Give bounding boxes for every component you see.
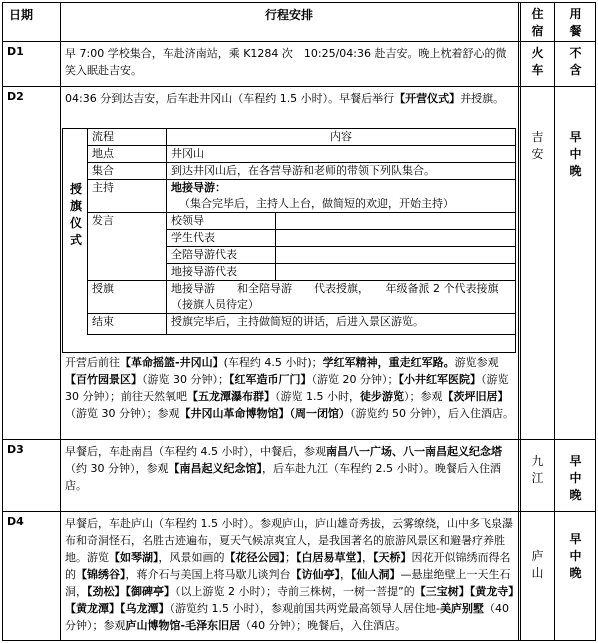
speaker: 学生代表 <box>167 230 276 247</box>
ceremony-content: 地接导游 和全陪导游 代表授旗， 年级备派 2 个代表接旗（接旗人员待定） <box>167 281 516 314</box>
ceremony-row <box>88 180 516 213</box>
ceremony-step: 地点 <box>88 146 167 163</box>
d2-text-run: 【百竹园景区】 <box>65 373 142 386</box>
d4-text-run: 【三宝树】【黄龙寺】【黄龙潭】【乌龙潭】 <box>65 585 514 615</box>
row-divider <box>3 86 595 87</box>
d3-meals: 早 中 晚 <box>569 454 582 502</box>
col-divider <box>518 3 521 640</box>
d4-text-run: 【天桥】 <box>373 551 412 564</box>
d4-text-run: 【劲松】【御碑亭】 <box>87 585 175 598</box>
ceremony-row <box>88 281 516 314</box>
speaker-blank <box>276 213 516 230</box>
ceremony-content: 井冈山 <box>167 146 516 163</box>
ceremony-head-row <box>88 129 516 146</box>
d4-text-run: 因花开似锦绣而得名的 <box>65 551 511 581</box>
row-divider <box>3 439 595 440</box>
host-note: （集合完毕后，主持人上台，做简短的欢迎，开始主持） <box>179 197 454 210</box>
row-divider <box>3 41 595 42</box>
ceremony-content: 到达井冈山后，在各营导游和老师的带领下列队集合。 <box>167 163 516 180</box>
ceremony-row <box>88 146 516 163</box>
d4-text-run: 庐山博物馆-毛泽东旧居 <box>125 619 241 632</box>
d1-stay: 火 车 <box>531 46 544 77</box>
d4-text-run: 【白居易草堂】 <box>296 551 362 564</box>
speaker: 地接导游代表 <box>167 264 276 281</box>
d1-itinerary: 早 7:00 学校集合，车赴济南站，乘 K1284 次 10:25/04:36 赴吉安。晚上枕着舒心的微笑入眠赴吉安。 <box>65 47 507 77</box>
d2-intro-event: 【开营仪式】 <box>394 92 461 105</box>
d1-meals: 不 含 <box>569 46 582 77</box>
d3-text-run: （约 30 分钟），参观 <box>65 462 169 475</box>
d2-intro <box>65 90 515 107</box>
header-date: 日期 <box>9 8 34 22</box>
d2-text-run: （游览 30 分钟）；参观 <box>65 407 180 420</box>
row-divider <box>3 511 595 512</box>
d2-text-run: （游览 30 分钟）； <box>142 373 229 386</box>
day-label-d3: D3 <box>7 443 24 456</box>
d2-meals: 早 中 晚 <box>569 130 582 178</box>
ceremony-step: 主持 <box>88 180 167 213</box>
d2-text-run: 【红军造币厂门】 <box>229 373 312 386</box>
d4-text-run: （40 分钟）；晚餐后，入住酒店。 <box>240 619 407 632</box>
d4-text-run: （40 分钟）；参观 <box>65 602 509 632</box>
col-divider <box>60 3 61 640</box>
d4-text-run: ， <box>362 551 373 564</box>
d2-text-run: （游览 20 分钟）； <box>311 373 399 386</box>
d2-text-run: 游览参观 <box>454 356 499 369</box>
itinerary-table <box>2 2 596 641</box>
d2-text-run: 学红军精神，重走红军路。 <box>322 356 455 369</box>
d2-text-run: （游览 1.5 小时， <box>275 390 360 403</box>
host-title: 地接导游： <box>171 181 226 194</box>
ceremony-step: 结束 <box>88 314 167 335</box>
ceremony-head-step: 流程 <box>88 129 167 146</box>
d4-text-run: ，蒋介石与美国上将马歇儿谈判台 <box>125 568 291 581</box>
col-divider <box>554 3 555 640</box>
d2-text-run: 徒步游览 <box>360 390 404 403</box>
header-itinerary: 行程安排 <box>264 8 313 22</box>
speaker: 校领导 <box>167 213 276 230</box>
d4-itinerary <box>65 515 515 634</box>
d4-text-run: 【仙人洞】 <box>351 568 401 581</box>
d4-meals: 早 中 晚 <box>569 532 582 580</box>
d3-text-run: 南昌八一广场、八一南昌起义纪念塔 <box>326 445 502 458</box>
ceremony-row <box>88 314 516 335</box>
d2-intro-tail: 并授旗。 <box>460 92 505 105</box>
ceremony-step: 集合 <box>88 163 167 180</box>
speaker: 全陪导游代表 <box>167 247 276 264</box>
ceremony-content <box>167 180 516 213</box>
d4-text-run: 美庐别墅 <box>439 602 484 615</box>
d4-stay: 庐 山 <box>531 549 544 580</box>
day-label-d1: D1 <box>7 45 24 58</box>
d4-text-run: 【访仙亭】 <box>290 568 340 581</box>
d2-afternoon-itinerary <box>65 354 515 422</box>
speaker-blank <box>276 247 516 264</box>
d4-text-run: 【锦绣谷】 <box>76 568 126 581</box>
d2-text-run: ）；参观 <box>404 390 443 403</box>
d4-text-run: 【花径公园】 <box>224 551 285 564</box>
d4-text-run: ，风景如画的 <box>158 551 225 564</box>
d4-text-run: （游览约 1.5 小时），参观前国共两党最高领导人居住地- <box>169 602 440 615</box>
day-label-d4: D4 <box>7 515 24 528</box>
d4-text-run: ； <box>285 551 296 564</box>
d2-text-run: (车程约 4.5 小时)； <box>223 356 323 369</box>
ceremony-table <box>87 128 516 335</box>
d2-text-run: 开营后前往 <box>65 356 120 369</box>
d4-text-run: ， <box>340 568 351 581</box>
header-meals: 用 餐 <box>569 7 582 38</box>
d4-text-run: 早餐后，车赴庐山（车程约 1.5 小时）。参观庐山，庐山雄奇秀拔，云雾缭绕，山中多飞泉瀑布和奇洞怪石，名胜古迹遍布，夏天气候凉爽宜人，是我国著名的旅游风景区和避暑疗养胜地。游览 <box>65 517 513 564</box>
speaker-blank <box>276 264 516 281</box>
d3-itinerary <box>65 443 515 494</box>
d2-text-run: 【小井红军医院】 <box>398 373 481 386</box>
speaker-blank <box>276 230 516 247</box>
d3-stay: 九 江 <box>531 454 544 485</box>
ceremony-step: 发言 <box>88 213 167 281</box>
ceremony-title: 授 旗 仪 式 <box>69 182 82 247</box>
d2-text-run: 【革命摇篮-井冈山】 <box>120 356 224 369</box>
ceremony-row <box>88 213 516 230</box>
d4-text-run: —悬崖绝壁上一天生石洞， <box>65 568 511 598</box>
d2-intro-text: 04:36 分到达吉安，后车赴井冈山（车程约 1.5 小时）。早餐后举行 <box>65 92 395 105</box>
d2-text-run: 【茨坪旧居】 <box>442 390 509 403</box>
d3-text-run: ，后车赴九江（车程约 2.5 小时）。晚餐后入住酒店。 <box>65 462 501 492</box>
d3-text-run: 早餐后，车赴南昌（车程约 4.5 小时），中餐后，参观 <box>65 445 326 458</box>
ceremony-content: 授旗完毕后，主持做简短的讲话，后进入景区游览。 <box>167 314 516 335</box>
d4-text-run: （以上游览 2 小时）；寺前三株树，一树一菩提”的 <box>175 585 415 598</box>
day-label-d2: D2 <box>7 90 24 103</box>
ceremony-head-content: 内容 <box>167 129 516 146</box>
ceremony-step: 授旗 <box>88 281 167 314</box>
d2-text-run: 【五龙潭瀑布群】 <box>187 390 275 403</box>
ceremony-row <box>88 163 516 180</box>
d2-text-run: 【井冈山革命博物馆】（周一闭馆） <box>179 407 350 420</box>
d4-text-run: 【如琴湖】 <box>109 551 159 564</box>
d2-stay: 吉 安 <box>531 130 544 161</box>
d2-text-run: （游览 30 分钟）；前往天然氧吧 <box>65 373 509 403</box>
header-stay: 住 宿 <box>531 7 544 38</box>
d2-text-run: （游览约 50 分钟），后入住酒店。 <box>350 407 514 420</box>
d3-text-run: 【南昌起义纪念馆】 <box>168 462 262 475</box>
